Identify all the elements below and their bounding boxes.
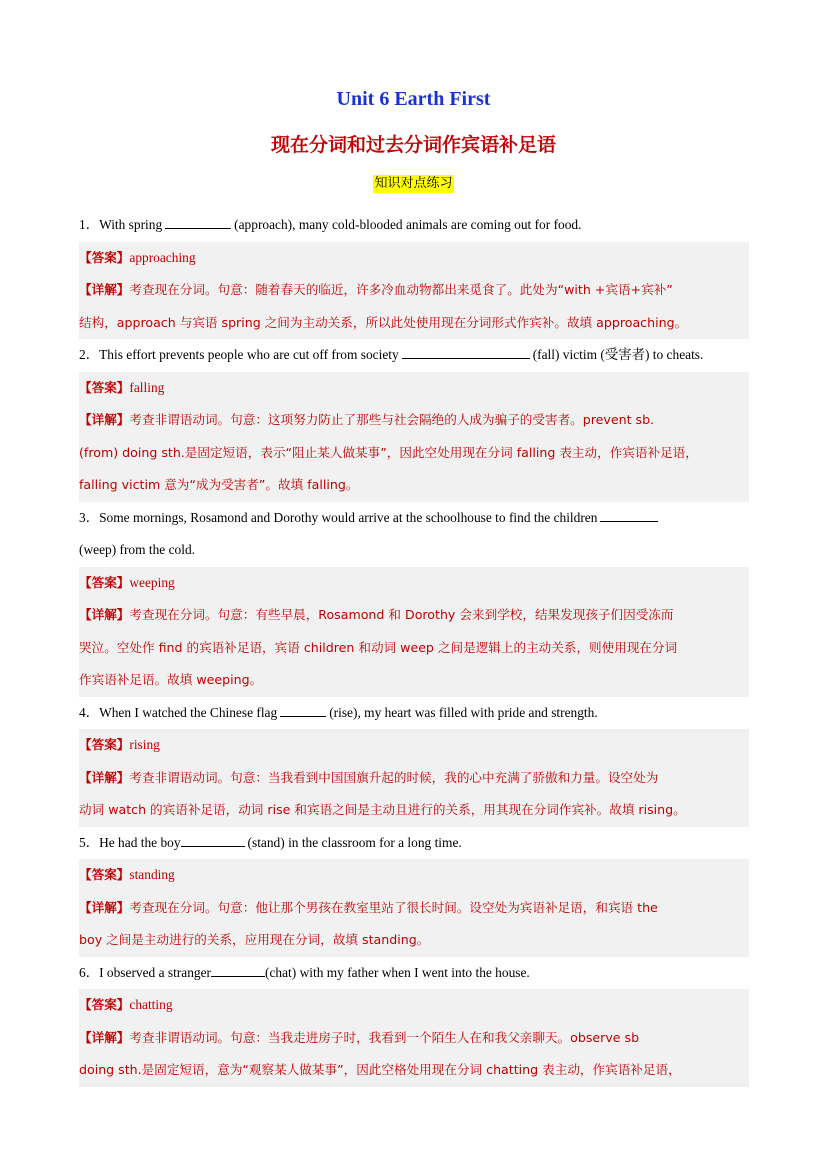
lesson-title: 现在分词和过去分词作宾语补足语 [270,134,556,156]
answer-box-2 [79,372,749,502]
question-3-line-2: (weep) from the cold. [79,542,196,557]
answer-line: 【答案】approaching [79,249,196,265]
answer-line: 【答案】falling [79,379,165,395]
question-1: 1．With spring (approach), many cold-blooded animals are coming out for food. [79,217,582,232]
question-4: 4．When I watched the Chinese flag (rise), my heart was filled with pride and strength. [79,704,598,720]
explain-line: doing sth.是固定短语，意为“观察某人做某事”，因此空格处用现在分词 chatting 表主动，作宾语补足语， [79,1062,681,1077]
question-5: 5．He had the boy (stand) in the classroom for a long time. [79,834,462,850]
explain-line: (from) doing sth.是固定短语，表示“阻止某人做某事”，因此空处用现在分词 falling 表主动，作宾语补足语， [79,444,698,460]
answer-blank[interactable] [181,834,245,847]
answer-blank[interactable] [600,509,658,522]
explain-line: 【详解】考查现在分词。句意：随着春天的临近，许多冷血动物都出来觅食了。此处为“with +宾语+宾补” [79,282,673,297]
explain-line: 哭泣。空处作 find 的宾语补足语，宾语 children 和动词 weep 之间是逻辑上的主动关系，则使用现在分词 [79,639,678,655]
explain-line: boy 之间是主动进行的关系，应用现在分词，故填 standing。 [79,932,430,947]
explain-line: 【详解】考查非谓语动词。句意：这项努力防止了那些与社会隔绝的人成为骗子的受害者。prevent sb. [79,412,655,427]
answer-line: 【答案】chatting [79,997,173,1012]
explain-line: 【详解】考查非谓语动词。句意：当我走进房子时，我看到一个陌生人在和我父亲聊天。observe sb [79,1029,640,1045]
subtitle-wrap [0,172,827,193]
answer-blank[interactable] [211,964,265,977]
explain-line: 动词 watch 的宾语补足语，动词 rise 和宾语之间是主动且进行的关系，用其现在分词作宾补。故填 rising。 [79,802,686,817]
question-2: 2．This effort prevents people who are cut off from society (fall) victim (受害者) to cheats. [79,347,704,362]
answer-line: 【答案】standing [79,867,175,882]
exercise-list [79,209,749,1087]
unit-title: Unit 6 Earth First [336,88,491,110]
answer-blank[interactable] [402,346,530,359]
explain-line: 【详解】考查现在分词。句意：有些早晨，Rosamond 和 Dorothy 会来到学校，结果发现孩子们因受冻而 [79,607,674,622]
answer-blank[interactable] [165,216,231,229]
explain-line: 作宾语补足语。故填 weeping。 [79,672,263,687]
explain-line: 【详解】考查现在分词。句意：他让那个男孩在教室里站了很长时间。设空处为宾语补足语，和宾语 the [79,899,658,915]
explain-line: falling victim 意为“成为受害者”。故填 falling。 [79,477,359,492]
explain-line: 结构，approach 与宾语 spring 之间为主动关系，所以此处使用现在分词形式作宾补。故填 approaching。 [79,314,688,330]
answer-box-6 [79,989,749,1087]
explain-line: 【详解】考查非谓语动词。句意：当我看到中国国旗升起的时候，我的心中充满了骄傲和力量。设空处为 [79,769,659,785]
answer-box-4 [79,729,749,827]
question-3: 3．Some mornings, Rosamond and Dorothy would arrive at the schoolhouse to find the children [79,502,749,535]
question-6: 6．I observed a stranger (chat) with my father when I went into the house. [79,964,530,980]
answer-line: 【答案】weeping [79,574,175,590]
answer-box-5 [79,859,749,957]
answer-line: 【答案】rising [79,737,160,752]
answer-box-3 [79,567,749,697]
answer-box-1 [79,242,749,340]
answer-blank[interactable] [280,704,326,717]
practice-subtitle: 知识对点练习 [374,176,453,191]
